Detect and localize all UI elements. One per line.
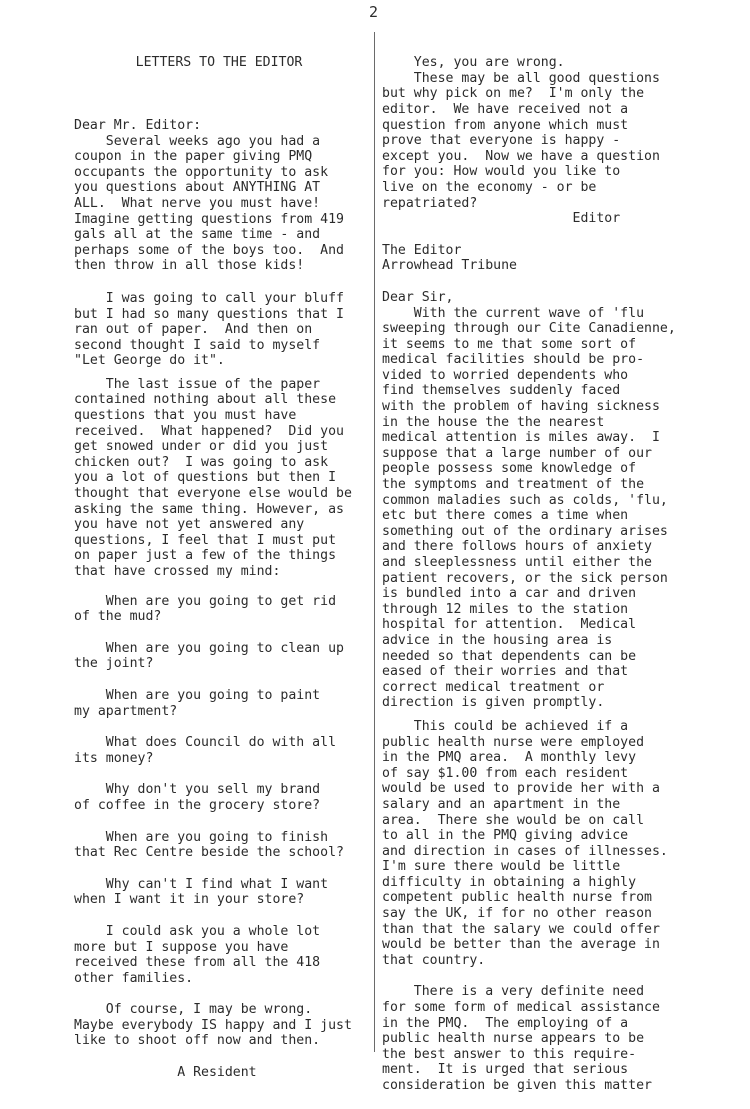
text-line: and there follows hours of anxiety xyxy=(382,539,652,555)
text-line: but I had so many questions that I xyxy=(74,306,344,322)
text-line: With the current wave of 'flu xyxy=(382,305,645,321)
text-line: than that the salary we could offer xyxy=(382,921,660,937)
text-line: second thought I said to myself xyxy=(74,337,321,353)
text-line: chicken out? I was going to ask xyxy=(74,454,329,470)
text-line: on paper just a few of the things xyxy=(74,548,337,564)
text-line: hospital for attention. Medical xyxy=(382,617,637,633)
text-line: of the mud? xyxy=(74,609,162,625)
text-line: etc but there comes a time when xyxy=(382,508,629,524)
text-line: consideration be given this matter xyxy=(382,1078,652,1093)
text-line: in the PMQ area. A monthly levy xyxy=(382,750,637,766)
text-line: Dear Sir, xyxy=(382,289,454,305)
text-line: When are you going to paint xyxy=(74,687,321,703)
text-line: find themselves suddenly faced xyxy=(382,383,621,399)
left-column xyxy=(74,24,364,1096)
text-line: This could be achieved if a xyxy=(382,718,629,734)
text-line: These may be all good questions xyxy=(382,70,660,86)
text-line: needed so that dependents can be xyxy=(382,648,637,664)
text-line: you questions about ANYTHING AT xyxy=(74,180,321,196)
text-line: with the problem of having sickness xyxy=(382,399,660,415)
text-line: editor. We have received not a xyxy=(382,101,629,117)
text-line: When are you going to finish xyxy=(74,829,329,845)
text-line: Yes, you are wrong. xyxy=(382,55,565,71)
text-line: and sleeplessness until either the xyxy=(382,555,652,570)
editor-reply-and-letter xyxy=(382,55,676,1093)
text-line: except you. Now we have a question xyxy=(382,148,660,164)
text-line: question from anyone which must xyxy=(382,117,629,133)
text-line: other families. xyxy=(74,970,194,986)
text-line: to all in the PMQ giving advice xyxy=(382,828,629,844)
text-line: competent public health nurse from xyxy=(382,890,652,906)
text-line: Of course, I may be wrong. xyxy=(74,1002,313,1018)
text-line: my apartment? xyxy=(74,703,178,719)
page-number: 2 xyxy=(369,3,379,21)
text-line: Editor xyxy=(382,211,621,227)
text-line: received these from all the 418 xyxy=(74,955,321,971)
text-line: in the house the the nearest xyxy=(382,414,605,430)
text-line: that Rec Centre beside the school? xyxy=(74,845,344,861)
text-line: asking the same thing. However, as xyxy=(74,501,344,517)
text-line: and direction in cases of illnesses. xyxy=(382,843,668,859)
text-line: repatriated? xyxy=(382,195,478,211)
text-line: suppose that a large number of our xyxy=(382,445,652,461)
text-line: then throw in all those kids! xyxy=(74,258,305,274)
text-line: get snowed under or did you just xyxy=(74,439,329,455)
text-line: difficulty in obtaining a highly xyxy=(382,874,637,890)
text-line: correct medical treatment or xyxy=(382,679,605,695)
text-line: Arrowhead Tribune xyxy=(382,258,517,274)
text-line: vided to worried dependents who xyxy=(382,367,629,383)
text-line: medical facilities should be pro- xyxy=(382,352,645,368)
text-line: received. What happened? Did you xyxy=(74,423,344,439)
text-line: that country. xyxy=(382,952,486,968)
text-line: contained nothing about all these xyxy=(74,392,337,408)
text-line: you a lot of questions but then I xyxy=(74,470,337,486)
text-line: that have crossed my mind: xyxy=(74,564,281,579)
text-line: ALL. What nerve you must have! xyxy=(74,195,321,211)
text-line: advice in the housing area is xyxy=(382,632,613,648)
text-line: say the UK, if for no other reason xyxy=(382,906,652,922)
text-line: but why pick on me? I'm only the xyxy=(382,86,645,102)
text-line: Imagine getting questions from 419 xyxy=(74,211,344,227)
text-line: the best answer to this require- xyxy=(382,1046,637,1062)
text-line: in the PMQ. The employing of a xyxy=(382,1015,629,1031)
text-line: when I want it in your store? xyxy=(74,892,305,908)
text-line: its money? xyxy=(74,750,154,766)
vertical-column-rule xyxy=(374,32,375,1052)
text-line: When are you going to clean up xyxy=(74,640,344,656)
text-line: area. There she would be on call xyxy=(382,812,645,828)
text-line: gals all at the same time - and xyxy=(74,227,321,243)
text-line: "Let George do it". xyxy=(74,353,225,369)
text-line: occupants the opportunity to ask xyxy=(74,164,329,180)
text-line: perhaps some of the boys too. And xyxy=(74,242,344,258)
text-line: I could ask you a whole lot xyxy=(74,923,321,939)
text-line: more but I suppose you have xyxy=(74,939,289,955)
text-line: Why can't I find what I want xyxy=(74,876,329,892)
text-line: public health nurse appears to be xyxy=(382,1031,645,1047)
text-line: like to shoot off now and then. xyxy=(74,1033,321,1049)
text-line: for some form of medical assistance xyxy=(382,1000,660,1016)
text-line: A Resident xyxy=(74,1065,257,1081)
text-line: medical attention is miles away. I xyxy=(382,430,660,446)
text-line: the symptoms and treatment of the xyxy=(382,477,645,493)
text-line: common maladies such as colds, 'flu, xyxy=(382,492,668,508)
text-line: I'm sure there would be little xyxy=(382,859,621,875)
text-line: salary and an apartment in the xyxy=(382,796,621,812)
text-line: patient recovers, or the sick person xyxy=(382,570,668,586)
text-line: I was going to call your bluff xyxy=(74,290,344,306)
text-line: coupon in the paper giving PMQ xyxy=(74,149,313,165)
text-line: sweeping through our Cite Canadienne, xyxy=(382,321,676,337)
text-line: Maybe everybody IS happy and I just xyxy=(74,1017,352,1033)
text-line: people possess some knowledge of xyxy=(382,461,637,477)
text-line: There is a very definite need xyxy=(382,984,645,1000)
text-line: eased of their worries and that xyxy=(382,664,629,680)
text-line: thought that everyone else would be xyxy=(74,486,352,502)
text-line: the joint? xyxy=(74,656,154,672)
text-line: is bundled into a car and driven xyxy=(382,586,637,602)
text-line: it seems to me that some sort of xyxy=(382,336,637,352)
text-line: would be better than the average in xyxy=(382,937,660,953)
text-line: of say $1.00 from each resident xyxy=(382,765,629,781)
text-line: The Editor xyxy=(382,242,462,258)
text-line: ran out of paper. And then on xyxy=(74,322,313,338)
text-line: ment. It is urged that serious xyxy=(382,1062,629,1078)
resident-letter xyxy=(74,118,364,1081)
text-line: questions, I feel that I must put xyxy=(74,532,337,548)
column-heading: LETTERS TO THE EDITOR xyxy=(135,55,303,71)
text-line: prove that everyone is happy - xyxy=(382,133,621,149)
text-line: you have not yet answered any xyxy=(74,517,305,533)
text-line: What does Council do with all xyxy=(74,735,337,751)
text-line: would be used to provide her with a xyxy=(382,781,660,797)
text-line: The last issue of the paper xyxy=(74,376,321,392)
text-line: Several weeks ago you had a xyxy=(74,133,321,149)
text-line: something out of the ordinary arises xyxy=(382,523,668,539)
text-line: Why don't you sell my brand xyxy=(74,782,321,798)
text-line: questions that you must have xyxy=(74,408,297,424)
text-line: of coffee in the grocery store? xyxy=(74,797,321,813)
text-line: live on the economy - or be xyxy=(382,179,597,195)
text-line: direction is given promptly. xyxy=(382,695,605,711)
text-line: through 12 miles to the station xyxy=(382,601,629,617)
text-line: for you: How would you like to xyxy=(382,164,621,180)
right-column xyxy=(382,24,676,1109)
text-line: public health nurse were employed xyxy=(382,734,645,750)
text-line: Dear Mr. Editor: xyxy=(74,117,202,133)
text-line: When are you going to get rid xyxy=(74,593,337,609)
